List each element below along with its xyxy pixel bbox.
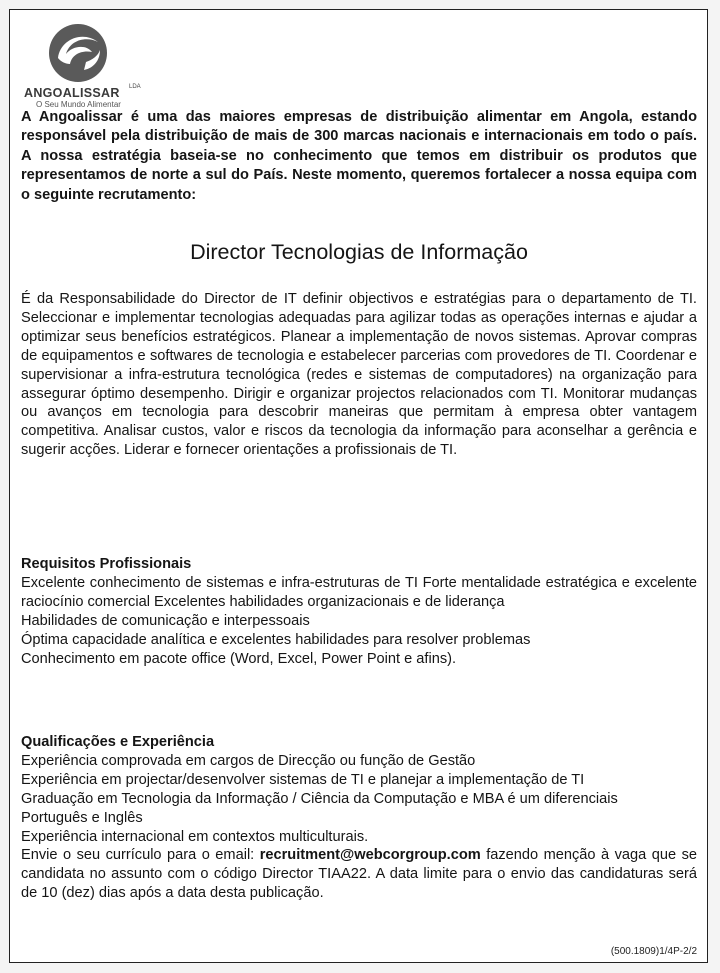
- application-text-after: fazendo menção à vaga que se candidata no assunto com o código Director TIAA22. A data limite para o envio das candidaturas será de 10 (dez) dias após a data desta publicação.: [21, 847, 697, 902]
- requirement-item: Óptima capacidade analítica e excelentes habilidades para resolver problemas: [21, 631, 531, 648]
- stylized-bird-swirl-icon: [46, 22, 110, 84]
- requirement-item: Excelente conhecimento de sistemas e infra-estruturas de TI Forte mentalidade estratégica e excelente raciocínio comercial Excelentes habilidades organizacionais e de liderança: [21, 574, 697, 610]
- qualification-item: Experiência internacional em contextos multiculturais.: [21, 828, 369, 845]
- job-title: Director Tecnologias de Informação: [190, 240, 528, 264]
- application-email[interactable]: recruitment@webcorgroup.com: [259, 847, 481, 864]
- company-suffix: LDA: [129, 84, 141, 90]
- qualification-item: Experiência em projectar/desenvolver sistemas de TI e planejar a implementação de TI: [21, 771, 585, 788]
- company-logo: [24, 22, 164, 117]
- requirements-section: [21, 555, 697, 668]
- requirement-item: Conhecimento em pacote office (Word, Excel, Power Point e afins).: [21, 650, 457, 667]
- company-tagline: O Seu Mundo Alimentar: [36, 100, 121, 109]
- requirement-item: Habilidades de comunicação e interpessoais: [21, 612, 310, 629]
- qualification-item: Graduação em Tecnologia da Informação / Ciência da Computação e MBA é um diferenciais: [21, 790, 618, 807]
- company-name: ANGOALISSAR: [24, 86, 120, 100]
- application-instructions: [21, 846, 697, 903]
- qualifications-section: [21, 733, 697, 903]
- requirements-heading: Requisitos Profissionais: [21, 556, 192, 572]
- qualification-item: Português e Inglês: [21, 809, 143, 826]
- application-text-before: Envie o seu currículo para o email:: [21, 847, 260, 864]
- intro-paragraph: A Angoalissar é uma das maiores empresas de distribuição alimentar em Angola, estando responsável pela distribuição de mais de 300 marcas nacionais e internacionais em todo o país. A nossa estratégia baseia-se no conhecimento que temos em distribuir os produtos que representamos de norte a sul do País. Neste momento, queremos fortalecer a nossa equipa com o seguinte recrutamento:: [21, 109, 697, 203]
- qualification-item: Experiência comprovada em cargos de Direcção ou função de Gestão: [21, 752, 476, 769]
- job-description: É da Responsabilidade do Director de IT definir objectivos e estratégias para o departamento de TI. Seleccionar e implementar tecnologias adequadas para agilizar todas as operações internas e ajudar a optimizar seus benefícios estratégicos. Planear a implementação de novos sistemas. Aprovar compras de equipamentos e softwares de tecnologia e estabelecer parcerias com provedores de TI. Coordenar e supervisionar a infra-estrutura tecnológica (redes e sistemas de computadores) na organização para assegurar óptimo desempenho. Dirigir e organizar projectos relacionados com TI. Monitorar mudanças ou avanços em tecnologia para descobrir maneiras que permitam à empresa obter vantagem competitiva. Analisar custos, valor e riscos da tecnologia da informação para aconselhar a gerência e sugerir acções. Liderar e fornecer orientações a profissionais de TI.: [21, 291, 697, 459]
- qualifications-heading: Qualificações e Experiência: [21, 734, 215, 750]
- publication-reference: (500.1809)1/4P-2/2: [610, 946, 697, 957]
- job-advertisement: [9, 9, 708, 963]
